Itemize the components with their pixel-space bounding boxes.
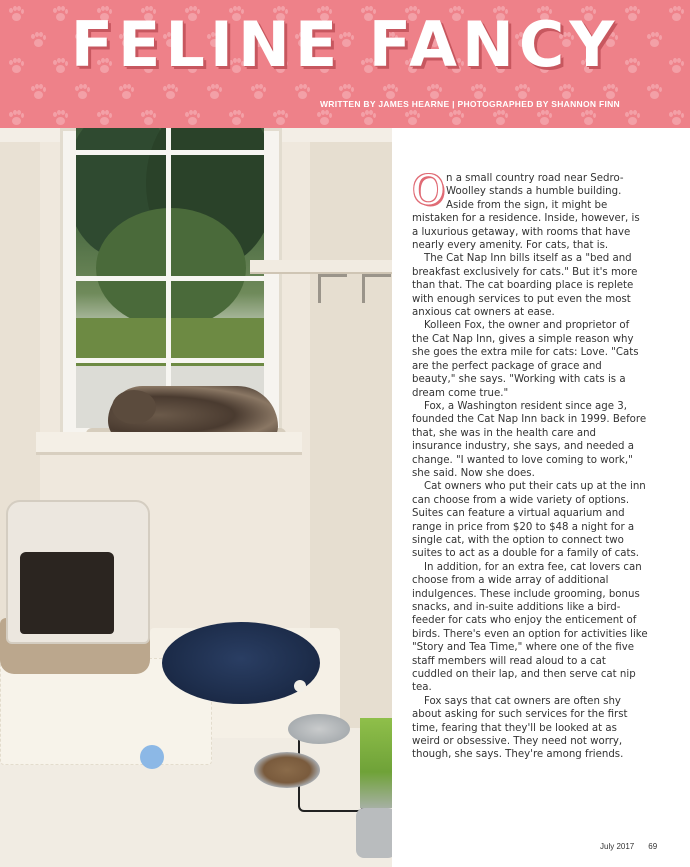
wall-shelf (250, 260, 392, 274)
issue-date: July 2017 (600, 842, 635, 851)
paw-print-icon (514, 84, 530, 100)
paw-print-icon (382, 84, 398, 100)
paragraph (412, 168, 648, 252)
paragraph: Fox says that cat owners are often shy about asking for such services for the first time, fearing that they'll be looked at as weird or obsessive. They need not worry, though, she says. They're among friends. (412, 695, 628, 761)
paw-print-icon (250, 84, 266, 100)
litter-box-door (20, 552, 114, 634)
byline: WRITTEN BY JAMES HEARNE | PHOTOGRAPHED BY SHANNON FINN (319, 99, 620, 109)
paw-print-icon (338, 84, 354, 100)
paw-print-icon (52, 110, 68, 126)
paw-print-icon (206, 84, 222, 100)
paw-print-icon (580, 110, 596, 126)
article-body (412, 168, 648, 762)
paw-print-icon (602, 84, 618, 100)
paw-print-icon (184, 110, 200, 126)
window-mullion (76, 150, 264, 155)
paw-print-icon (118, 84, 134, 100)
paw-print-icon (74, 84, 90, 100)
paragraph-text: n a small country road near Sedro-Woolley stands a humble building. Aside from the sign, it might be mistaken for a residence. Inside, however, is a luxurious getaway, with rooms that have nearly every amenity. For cats, that is. (412, 173, 640, 252)
blue-ball (140, 745, 164, 769)
shelf-bracket (362, 274, 391, 303)
paragraph: Cat owners who put their cats up at the inn can choose from a wide variety of options. Suites can feature a virtual aquarium and range in price from $20 to $48 a night for a single cat, with the option to connect two suites to act as a double for a family of cats. (412, 481, 646, 560)
drop-cap: O (412, 168, 445, 214)
paw-print-icon (294, 84, 310, 100)
paw-print-icon (140, 110, 156, 126)
page-footer (600, 842, 657, 851)
tree (96, 208, 246, 328)
paw-print-icon (646, 84, 662, 100)
paw-print-icon (404, 110, 420, 126)
paw-print-icon (536, 110, 552, 126)
header-banner (0, 0, 690, 128)
scratcher-toy (162, 622, 320, 704)
paw-print-icon (316, 110, 332, 126)
paragraph: In addition, for an extra fee, cat lovers can choose from a wide array of additional indulgences. These include grooming, bonus snacks, and in-suite additions like a bird-feeder for cats who enjoy the enticement of birds. There's even an option for activities like "Story and Tea Time," where one of the five staff members will read aloud to a cat cuddled on their lap, and then serve cat nip tea. (412, 561, 648, 694)
metal-bowl (356, 808, 392, 858)
window-mullion (76, 358, 264, 363)
paw-print-icon (8, 110, 24, 126)
paw-print-icon (470, 84, 486, 100)
paw-print-icon (96, 110, 112, 126)
paw-print-icon (162, 84, 178, 100)
water-bowl (288, 714, 350, 744)
cat-grass (360, 718, 392, 808)
window-mullion (76, 276, 264, 281)
page-number: 69 (648, 842, 658, 851)
paw-print-icon (360, 110, 376, 126)
paragraph: Kolleen Fox, the owner and proprietor of the Cat Nap Inn, gives a simple reason why she goes the extra mile for cats: Love. "Cats are the perfect package of grace and beauty," she says. "Working with cats is a dream come true." (412, 320, 639, 399)
paw-print-icon (558, 84, 574, 100)
paw-print-icon (272, 110, 288, 126)
paragraph: Fox, a Washington resident since age 3, founded the Cat Nap Inn back in 1999. Before that, she was in the health care and insurance industry, she says, and needed a change. "I wanted to love coming to work," she said. Now she does. (412, 400, 647, 479)
shelf-bracket (318, 274, 347, 303)
food-bowl (254, 752, 320, 788)
paw-print-icon (448, 110, 464, 126)
page-title: FELINE FANCY (70, 8, 620, 81)
paw-print-icon (668, 110, 684, 126)
paw-print-icon (624, 110, 640, 126)
window-sill (36, 432, 302, 455)
paw-print-icon (30, 84, 46, 100)
cat-suite-photo (0, 128, 392, 867)
paw-print-icon (426, 84, 442, 100)
paw-print-icon (492, 110, 508, 126)
toy-ball (294, 680, 306, 692)
paragraph: The Cat Nap Inn bills itself as a "bed and breakfast exclusively for cats." But it's more than that. The cat boarding place is replete with enough services to put even the most anxious cat owners at ease. (412, 253, 638, 319)
cat-head (112, 390, 156, 424)
paw-print-icon (228, 110, 244, 126)
